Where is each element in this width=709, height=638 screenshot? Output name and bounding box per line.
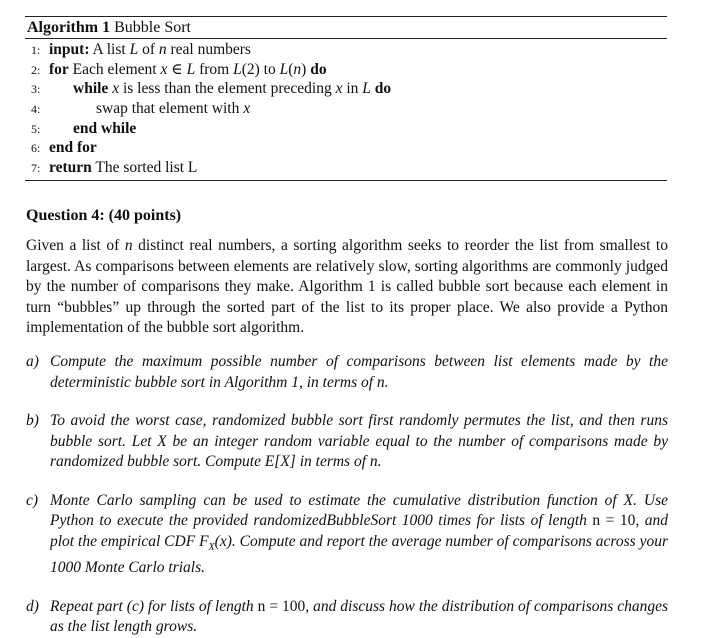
question-part-c: c) Monte Carlo sampling can be used to estimate the cumulative distribution function of X. Use Python to execute the provided randomizedBubbleSort 1000 times for lists of length n = 10, and plot the empirical CDF $F_X(x)$. Compute and report the average number of comparisons across your 1000 Monte Carlo trials. — [26, 491, 668, 577]
line-number: 3: — [31, 82, 41, 97]
question-part-d: d) Repeat part (c) for lists of length n = 100, and discuss how the distribution of comparisons changes as the list length grows. — [26, 597, 668, 636]
line-number: 1: — [31, 43, 41, 57]
part-label: d) — [26, 597, 39, 615]
question-parts — [26, 352, 668, 638]
line-number: 6: — [31, 141, 41, 156]
algorithm-bottom-rule — [25, 180, 667, 181]
line-number: 2: — [31, 62, 41, 77]
part-label: c) — [26, 491, 39, 509]
question-part-b: b) To avoid the worst case, randomized bubble sort first randomly permutes the list, and then runs bubble sort. Let X be an integer random variable equal to the number of comparisons made by randomized bubble sort. Compute E[X] in terms of n. — [26, 412, 668, 470]
algorithm-box — [25, 16, 667, 181]
algorithm-name: Bubble Sort — [114, 19, 191, 36]
algorithm-line-3: 3: while x is less than the element preceding x in L do — [25, 79, 667, 99]
algorithm-line-1: 1: input: A list L of n real numbers — [25, 40, 667, 60]
line-number: 4: — [31, 102, 41, 117]
algorithm-line-2: 2: for Each element x ∈ L from L(2) to L(n) do — [25, 60, 667, 80]
part-label: a) — [26, 353, 39, 370]
algorithm-line-5: 5: end while — [25, 119, 667, 139]
algorithm-label: Algorithm 1 — [27, 19, 111, 36]
algorithm-lines — [25, 39, 667, 178]
algorithm-line-7: 7: return The sorted list L — [25, 158, 667, 178]
algorithm-line-4: 4: swap that element with x — [25, 99, 667, 119]
line-number: 5: — [31, 121, 41, 136]
algorithm-heading — [25, 17, 667, 38]
question-body: Given a list of n distinct real numbers, a sorting algorithm seeks to reorder the list from smallest to largest. As comparisons between elements are relatively slow, sorting algorithms are commonly judged by the number of comparisons they make. Algorithm 1 is called bubble sort because each element in turn “bubbles” up through the sorted part of the list to its proper place. We also provide a Python implementation of the bubble sort algorithm. — [26, 237, 668, 336]
line-number: 7: — [31, 161, 41, 176]
algorithm-line-6: 6: end for — [25, 138, 667, 158]
part-label: b) — [26, 412, 39, 429]
question-part-a: a) Compute the maximum possible number of comparisons between list elements made by the deterministic bubble sort in Algorithm 1, in terms of n. — [26, 353, 668, 391]
question-title: Question 4: (40 points) — [26, 207, 182, 224]
